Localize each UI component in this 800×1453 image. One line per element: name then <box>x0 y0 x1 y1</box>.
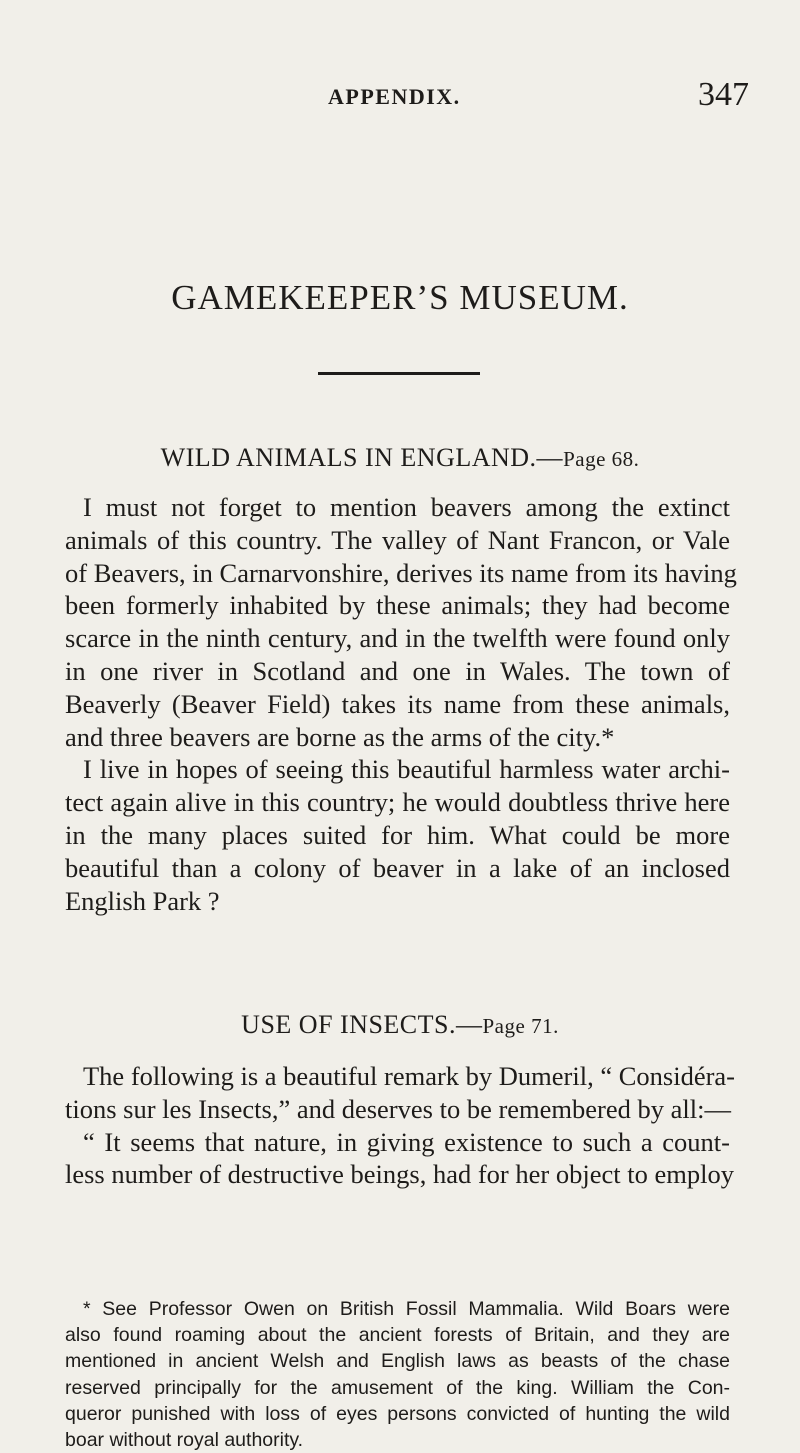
text-line: in the many places suited for him. What could be more <box>65 819 730 850</box>
footnote <box>65 1296 730 1453</box>
text-line: of Beavers, in Carnarvonshire, derives its name from its having <box>65 557 737 588</box>
paragraph-beavers <box>65 491 737 917</box>
text-line: The following is a beautiful remark by Dumeril, “ Considéra- <box>83 1061 736 1091</box>
text-line: Beaverly (Beaver Field) takes its name from these animals, <box>65 688 730 719</box>
page-number: 347 <box>698 76 749 113</box>
text-line: tions sur les Insects,” and deserves to be remembered by all:— <box>65 1093 731 1124</box>
section-heading-page-ref: Page 68. <box>563 447 640 471</box>
text-line: “ It seems that nature, in giving existence to such a count- <box>83 1126 730 1157</box>
section-heading-wild-animals <box>0 443 800 473</box>
text-line: and three beavers are borne as the arms of the city.* <box>65 721 615 752</box>
text-line: English Park ? <box>65 885 220 916</box>
running-head <box>0 76 800 122</box>
text-line: been formerly inhabited by these animals; they had become <box>65 590 730 621</box>
section-heading-page-ref: Page 71. <box>482 1014 559 1038</box>
footnote-line: mentioned in ancient Welsh and English laws as beasts of the chase <box>65 1350 730 1373</box>
text-line: in one river in Scotland and one in Wales. The town of <box>65 655 730 686</box>
text-line: animals of this country. The valley of Nant Francon, or Vale <box>65 524 730 555</box>
footnote-line: boar without royal authority. <box>65 1429 304 1452</box>
section-heading-text: USE OF INSECTS.— <box>241 1010 483 1039</box>
paragraph-insects <box>65 1060 736 1191</box>
text-line: less number of destructive beings, had for her object to employ <box>65 1159 734 1190</box>
footnote-line: also found roaming about the ancient forests of Britain, and they are <box>65 1324 730 1347</box>
footnote-line: reserved principally for the amusement of the king. William the Con- <box>65 1376 730 1399</box>
running-title: APPENDIX. <box>328 84 461 109</box>
text-line: scarce in the ninth century, and in the twelfth were found only <box>65 623 730 654</box>
text-line: I must not forget to mention beavers among the extinct <box>83 492 730 522</box>
title-divider <box>318 372 480 375</box>
text-line: I live in hopes of seeing this beautiful harmless water archi- <box>83 754 730 785</box>
text-line: beautiful than a colony of beaver in a lake of an inclosed <box>65 852 730 883</box>
section-heading-text: WILD ANIMALS IN ENGLAND.— <box>160 443 564 472</box>
section-heading-insects <box>0 1010 800 1040</box>
footnote-line: * See Professor Owen on British Fossil Mammalia. Wild Boars were <box>83 1298 730 1320</box>
text-line: tect again alive in this country; he would doubtless thrive here <box>65 787 730 818</box>
page-title: GAMEKEEPER’S MUSEUM. <box>171 278 629 317</box>
footnote-line: queror punished with loss of eyes persons convicted of hunting the wild <box>65 1402 730 1425</box>
